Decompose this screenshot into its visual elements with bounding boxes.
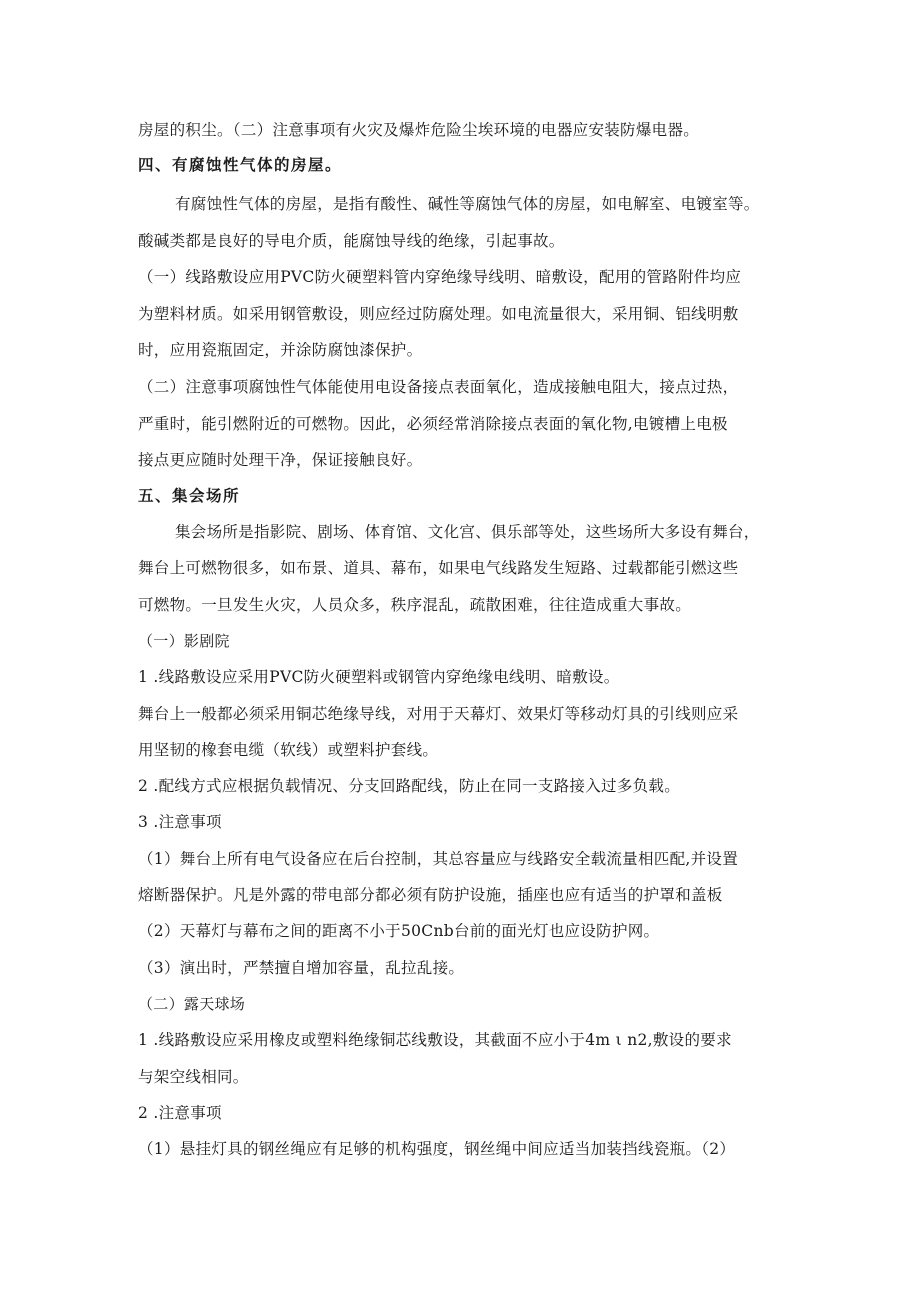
- text-line: 时，应用瓷瓶固定，并涂防腐蚀漆保护。: [138, 341, 423, 359]
- list-item: （1）舞台上所有电气设备应在后台控制，其总容量应与线路安全载流量相匹配,并设置: [138, 850, 738, 868]
- section-heading: 四、有腐蚀性气体的房屋。: [138, 155, 343, 174]
- text-line: 接点更应随时处理干净，保证接触良好。: [138, 451, 423, 469]
- text-line: 舞台上可燃物很多，如布景、道具、幕布，如果电气线路发生短路、过载都能引燃这些: [138, 559, 739, 577]
- list-item: 3 .注意事项: [138, 813, 222, 831]
- list-item: 1 .线路敷设应采用PVC防火硬塑料或钢管内穿绝缘电线明、暗敷设。: [138, 668, 620, 686]
- list-item: （3）演出时，严禁擅自增加容量，乱拉乱接。: [138, 959, 465, 977]
- text-line: 为塑料材质。如采用钢管敷设，则应经过防腐处理。如电流量很大，采用铜、铝线明敷: [138, 305, 739, 323]
- subsection-heading: （二）露天球场: [138, 995, 246, 1013]
- text-line: 集会场所是指影院、剧场、体育馆、文化宫、俱乐部等处，这些场所大多设有舞台，: [175, 523, 760, 541]
- text-line: （一）线路敷设应用PVC防火硬塑料管内穿绝缘导线明、暗敷设，配用的管路附件均应: [138, 268, 742, 286]
- list-item: （2）天幕灯与幕布之间的距离不小于50Cnb台前的面光灯也应设防护网。: [138, 922, 660, 940]
- subsection-heading: （一）影剧院: [138, 632, 230, 650]
- section-heading: 五、集会场所: [138, 486, 241, 505]
- list-item: 1 .线路敷设应采用橡皮或塑料绝缘铜芯线敷设，其截面不应小于4m ι n2,敷设的要求: [138, 1031, 732, 1049]
- text-line: 酸碱类都是良好的导电介质，能腐蚀导线的绝缘，引起事故。: [138, 232, 565, 250]
- text-line: 房屋的积尘。（二）注意事项有火灾及爆炸危险尘埃环境的电器应安装防爆电器。: [138, 121, 700, 139]
- text-line: 有腐蚀性气体的房屋，是指有酸性、碱性等腐蚀气体的房屋，如电解室、电镀室等。: [175, 195, 760, 213]
- text-line: 可燃物。一旦发生火灾，人员众多，秩序混乱，疏散困难，往往造成重大事故。: [138, 596, 692, 614]
- text-line: 严重时，能引燃附近的可燃物。因此，必须经常消除接点表面的氧化物,电镀槽上电极: [138, 415, 728, 433]
- text-line: 熔断器保护。凡是外露的带电部分都必须有防护设施，插座也应有适当的护罩和盖板: [138, 886, 723, 904]
- text-line: 与架空线相同。: [138, 1068, 249, 1086]
- list-item: （1）悬挂灯具的钢丝绳应有足够的机构强度，钢丝绳中间应适当加装挡线瓷瓶。（2）: [138, 1140, 736, 1158]
- text-line: 用坚韧的橡套电缆（软线）或塑料护套线。: [138, 741, 439, 759]
- text-line: 舞台上一般都必须采用铜芯绝缘导线，对用于天幕灯、效果灯等移动灯具的引线则应采: [138, 705, 739, 723]
- list-item: 2 .配线方式应根据负载情况、分支回路配线，防止在同一支路接入过多负载。: [138, 777, 681, 795]
- text-line: （二）注意事项腐蚀性气体能使用电设备接点表面氧化，造成接触电阻大，接点过热，: [138, 378, 739, 396]
- list-item: 2 .注意事项: [138, 1104, 222, 1122]
